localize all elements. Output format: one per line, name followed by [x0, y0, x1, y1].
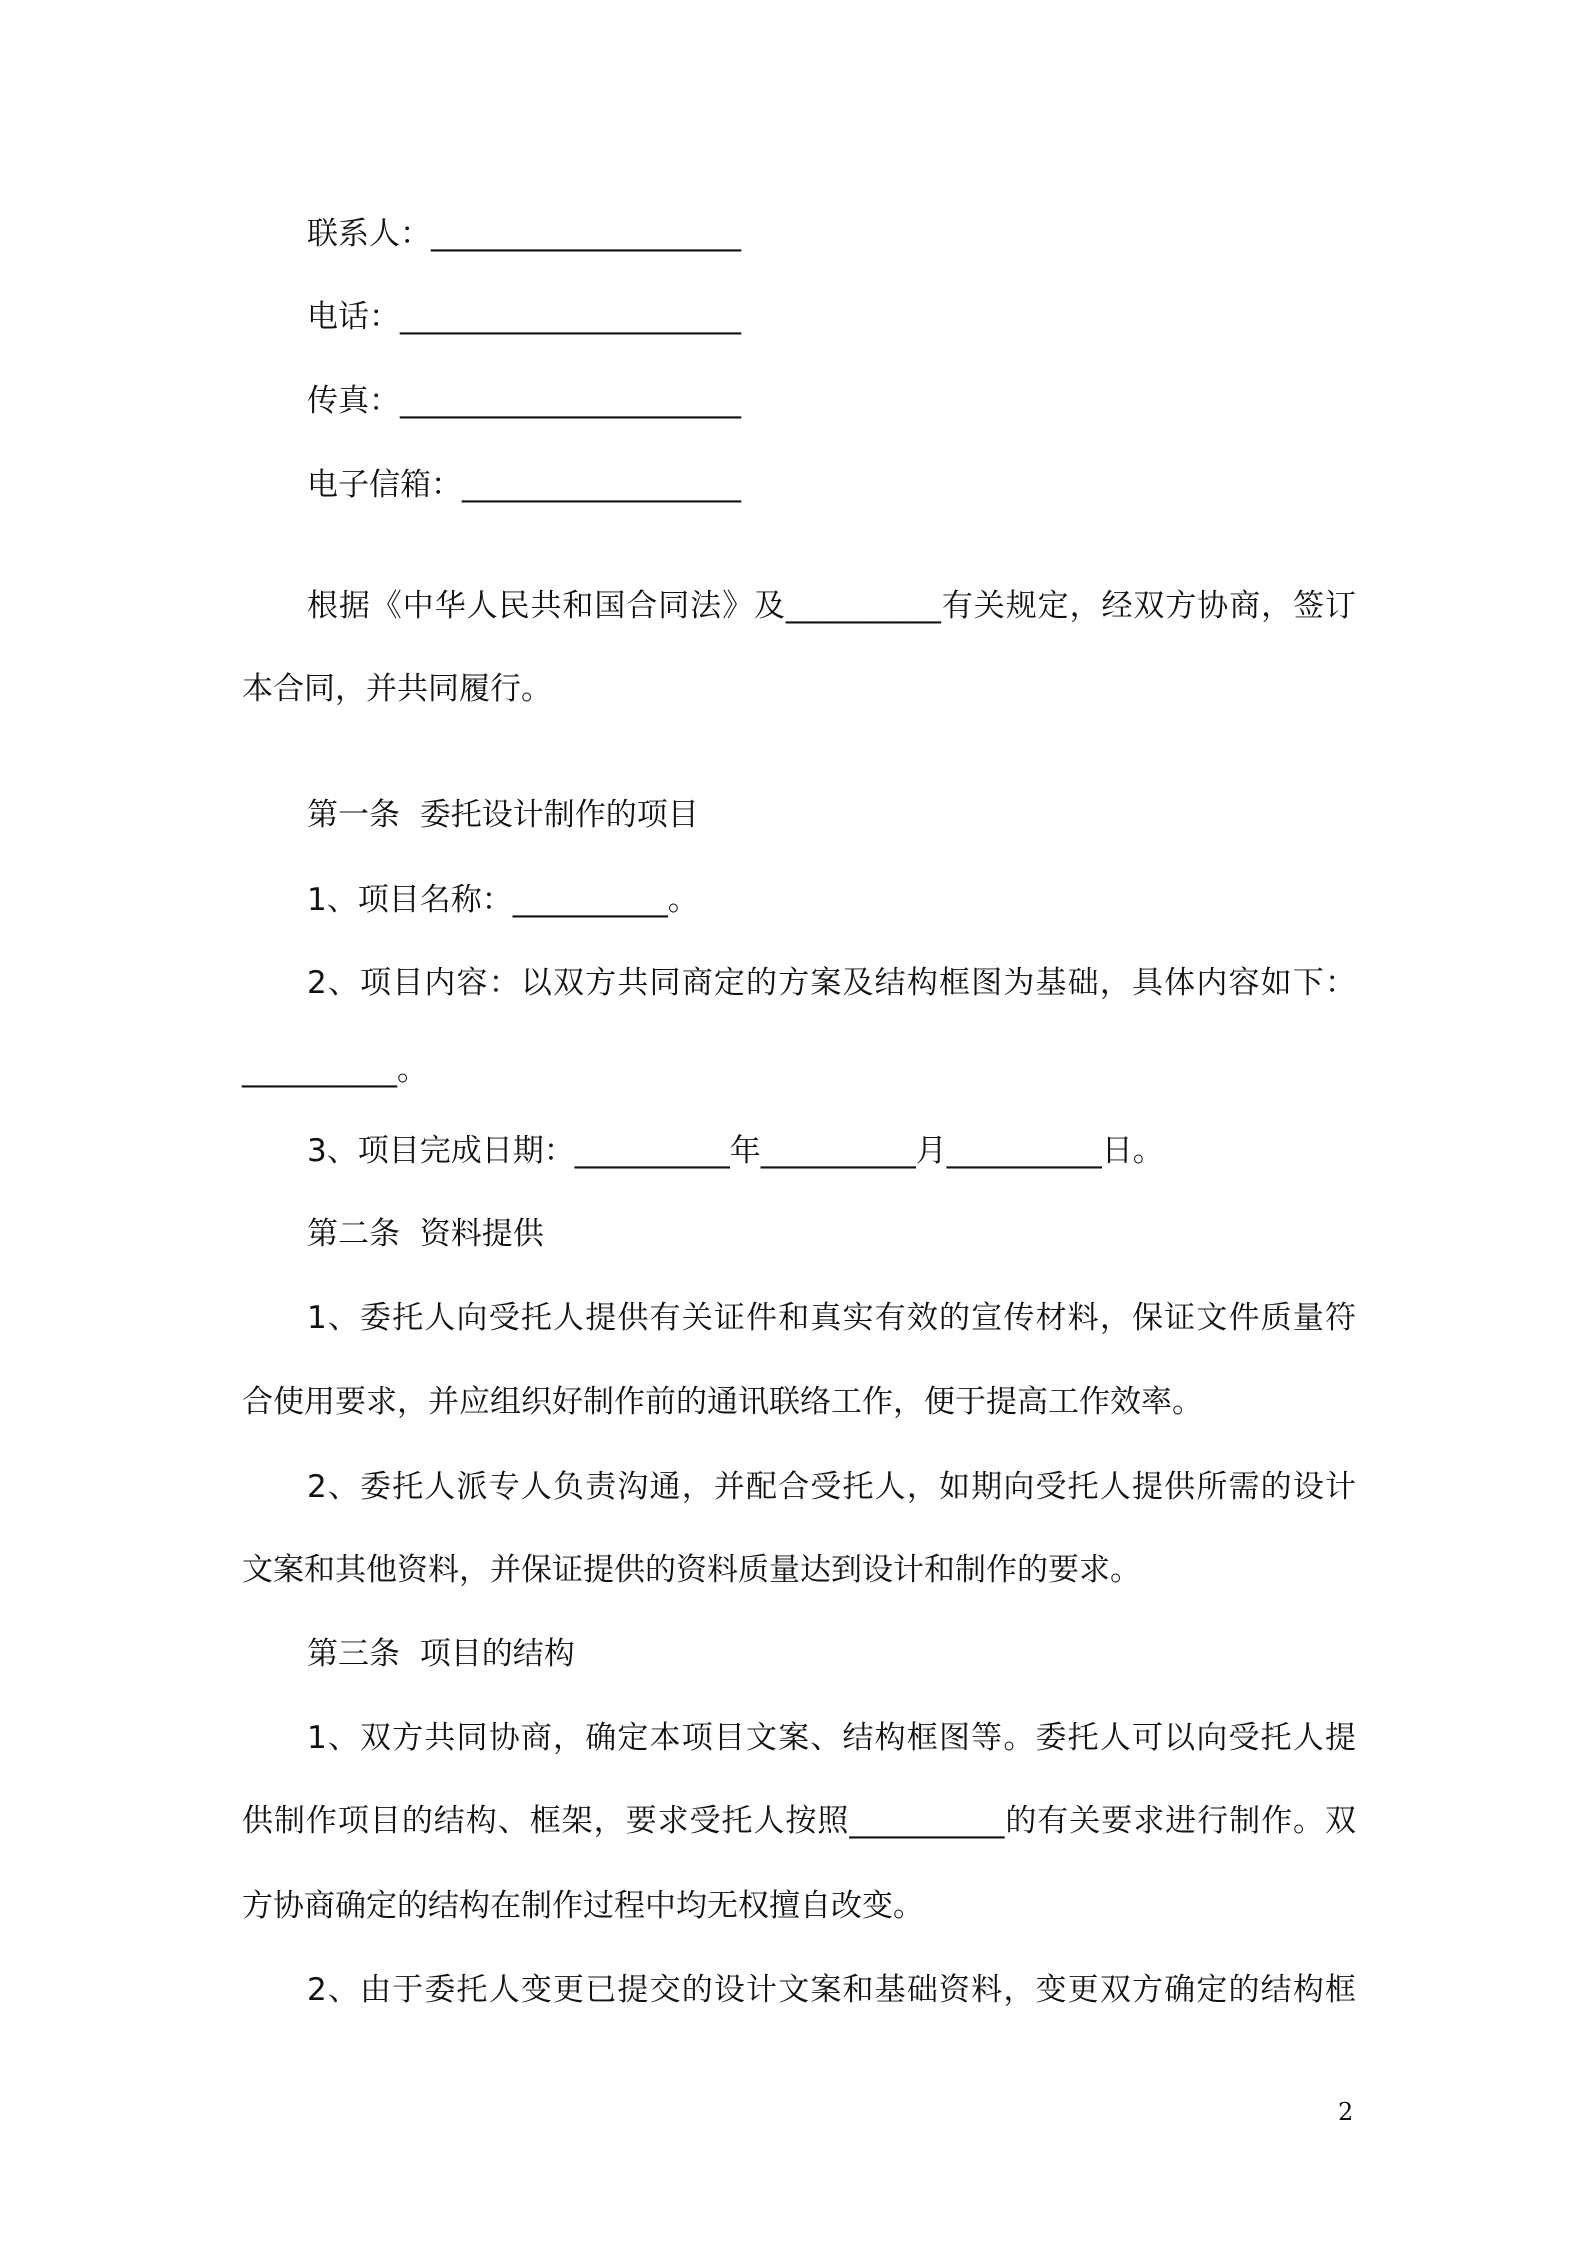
- article-2-item-2-line: 文案和其他资料，并保证提供的资料质量达到设计和制作的要求。: [242, 1552, 1141, 1588]
- article-1-item-1: 1、项目名称：__________。: [307, 882, 699, 918]
- article-1-item-2-line: 2、项目内容：以双方共同商定的方案及结构框图为基础，具体内容如下：: [307, 965, 1356, 1001]
- article-3-item-1-line: 1、双方共同协商，确定本项目文案、结构框图等。委托人可以向受托人提: [307, 1720, 1356, 1756]
- article-2-item-2-line: 2、委托人派专人负责沟通，并配合受托人，如期向受托人提供所需的设计: [307, 1469, 1356, 1505]
- article-3-item-1-line: 方协商确定的结构在制作过程中均无权擅自改变。: [242, 1888, 924, 1924]
- contact-person-field: 联系人：____________________: [307, 216, 741, 252]
- article-2-item-1-line: 合使用要求，并应组织好制作前的通讯联络工作，便于提高工作效率。: [242, 1384, 1203, 1420]
- phone-field: 电话：______________________: [307, 299, 741, 335]
- fax-field: 传真：______________________: [307, 383, 741, 419]
- article-2-title: 第二条 资料提供: [307, 1216, 544, 1252]
- article-1-title: 第一条 委托设计制作的项目: [307, 797, 699, 833]
- article-2-item-1-line: 1、委托人向受托人提供有关证件和真实有效的宣传材料，保证文件质量符: [307, 1300, 1356, 1336]
- email-field: 电子信箱：__________________: [307, 467, 741, 503]
- preamble-line: 根据《中华人民共和国合同法》及__________有关规定，经双方协商，签订: [307, 588, 1356, 624]
- preamble-line: 本合同，并共同履行。: [242, 671, 552, 707]
- page-number: 2: [1338, 2098, 1354, 2126]
- article-3-item-2-line: 2、由于委托人变更已提交的设计文案和基础资料，变更双方确定的结构框: [307, 1972, 1356, 2008]
- article-3-title: 第三条 项目的结构: [307, 1636, 575, 1672]
- article-1-item-3: 3、项目完成日期：__________年__________月__________日。: [307, 1133, 1164, 1169]
- article-3-item-1-line: 供制作项目的结构、框架，要求受托人按照__________的有关要求进行制作。双: [242, 1803, 1356, 1839]
- article-1-item-2-line: __________。: [242, 1052, 428, 1088]
